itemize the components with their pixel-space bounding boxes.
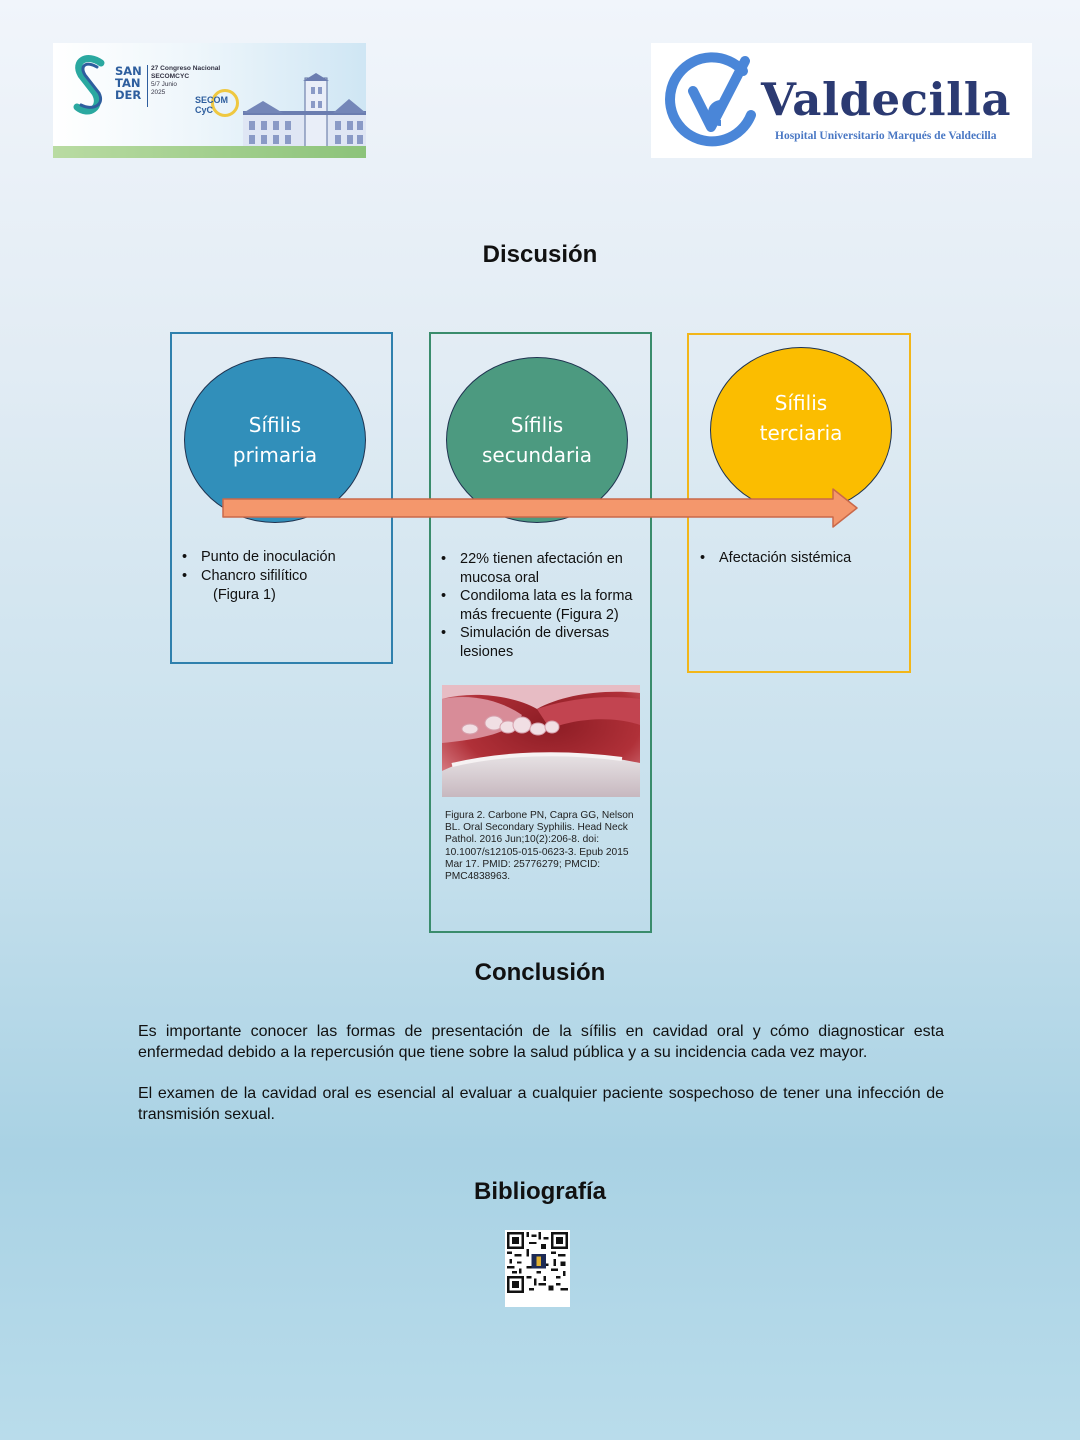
list-item: • Punto de inoculación xyxy=(182,548,382,567)
secondary-bullet-list xyxy=(441,550,646,661)
list-item: • Condiloma lata es la forma más frecuente (Figura 2) xyxy=(441,587,646,624)
figure-2-caption: Figura 2. Carbone PN, Capra GG, Nelson BL. Oral Secondary Syphilis. Head Neck Pathol. 2016 Jun;10(2):206-8. doi: 10.1007/s12105-015-0623-3. Epub 2015 Mar 17. PMID: 25776279; PMCID: PMC4838963. xyxy=(445,810,634,883)
progression-arrow-icon xyxy=(221,487,861,529)
list-item: • Simulación de diversas lesiones xyxy=(441,624,646,661)
list-item: • 22% tienen afectación en mucosa oral xyxy=(441,550,646,587)
oral-lesion-photo xyxy=(442,685,640,797)
conclusion-title: Conclusión xyxy=(474,959,606,986)
list-item: • Afectación sistémica xyxy=(700,549,900,568)
congress-logo xyxy=(53,43,366,158)
stage-circle-primary: Sífilis primaria xyxy=(184,357,366,523)
valdecilla-v-logo-icon xyxy=(665,51,763,149)
conclusion-paragraph-2: El examen de la cavidad oral es esencial al evaluar a cualquier paciente sospechoso de tener una infección de transmisión sexual. xyxy=(138,1085,944,1123)
bibliography-title: Bibliografía xyxy=(473,1178,606,1205)
tertiary-bullet-list xyxy=(700,549,900,568)
congress-info: 27 Congreso Nacional SECOMCYC 5/7 Junio 2025 xyxy=(151,65,221,96)
bibliography-qr-code[interactable] xyxy=(505,1230,570,1307)
secomcyc-mark: SECOM CyC xyxy=(195,95,229,115)
hospital-subtitle: Hospital Universitario Marqués de Valdecilla xyxy=(775,130,997,142)
hospital-name: Valdecilla xyxy=(761,73,1011,126)
figure-1-reference: (Figura 1) xyxy=(213,587,276,603)
primary-bullet-list xyxy=(182,548,382,585)
hospital-logo xyxy=(651,43,1032,158)
congress-city-name: SAN TAN DER xyxy=(115,64,142,102)
conclusion-paragraph-1: Es importante conocer las formas de presentación de la sífilis en cavidad oral y cómo diagnosticar esta enfermedad debido a la repercusión que tiene sobre la salud pública y a su incidencia cada vez mayor. xyxy=(138,1023,944,1061)
santander-s-logo-icon xyxy=(67,53,111,117)
stage-circle-tertiary: Sífilis terciaria xyxy=(710,347,892,513)
qr-code-icon xyxy=(507,1232,568,1293)
stage-circle-secondary: Sífilis secundaria xyxy=(446,357,628,523)
list-item: • Chancro sifilítico xyxy=(182,567,382,586)
discussion-title: Discusión xyxy=(482,241,598,268)
